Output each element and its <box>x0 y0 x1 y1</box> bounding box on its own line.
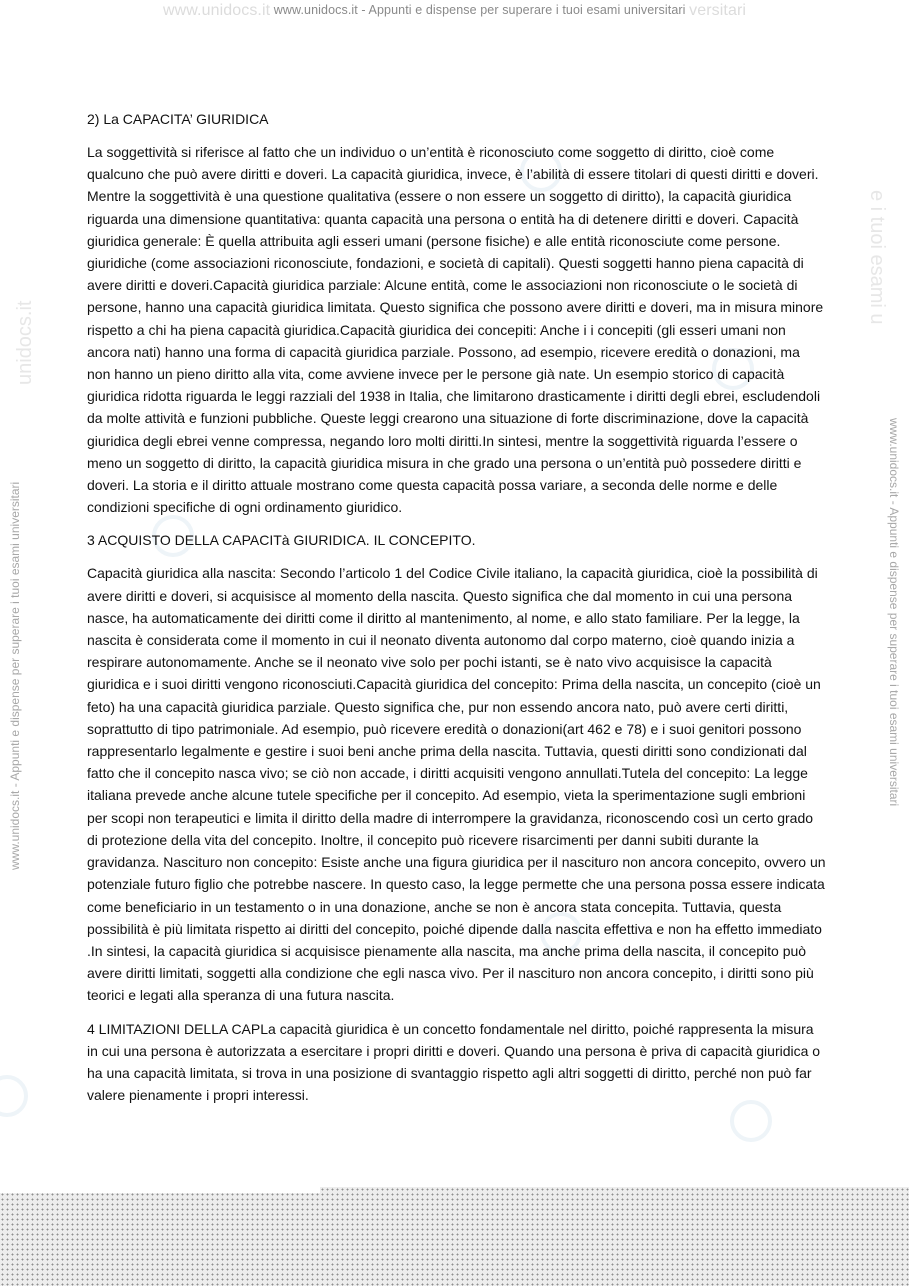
section-paragraph-limitazioni: 4 LIMITAZIONI DELLA CAPLa capacità giuridica è un concetto fondamentale nel diritto, poiché rappresenta la misura in cui una persona è autorizzata a esercitare i propri diritti e doveri. Quando una persona è priva di capacità giuridica o ha una capacità limitata, si trova in una posizione di svantaggio rispetto agli altri soggetti di diritto, perché non può far valere pienamente i propri interessi. <box>87 1020 821 1104</box>
page-blur-overlay <box>0 1187 909 1286</box>
section-heading-acquisto-capacita: 3 ACQUISTO DELLA CAPACITà GIURIDICA. IL CONCEPITO. <box>87 532 476 549</box>
section-heading-capacita-giuridica: 2) La CAPACITA’ GIURIDICA <box>87 111 269 127</box>
overlay-tab <box>0 1179 320 1193</box>
watermark-logo-icon <box>0 1075 28 1117</box>
side-watermark-left: www.unidocs.it - Appunti e dispense per superare i tuoi esami universitari <box>8 481 22 870</box>
document-body <box>87 108 827 1117</box>
section-paragraph-acquisto-capacita: Capacità giuridica alla nascita: Secondo l’articolo 1 del Codice Civile italiano, la capacità giuridica, cioè la possibilità di avere diritti e doveri, si acquisisce al momento della nascita. Questo significa che dal momento in cui una persona nasce, ha automaticamente dei diritti come il diritto al mantenimento, al nome, e allo stato familiare. Per la legge, la nascita è considerata come il momento in cui il neonato diventa autonomo dal corpo materno, cioè quando inizia a respirare autonomamente. Anche se il neonato vive solo per pochi istanti, se è nato vivo acquisisce la capacità giuridica e i suoi diritti vengono riconosciuti.Capacità giuridica del concepito: Prima della nascita, un concepito (cioè un feto) ha una capacità giuridica parziale. Questo significa che, pur non essendo ancora nato, può avere certi diritti, soprattutto di tipo patrimoniale. Ad esempio, può ricevere eredità o donazioni(art 462 e 78) e i suoi genitori possono rappresentarlo legalmente e gestire i suoi beni anche prima della nascita. Tuttavia, questi diritti sono condizionati dal fatto che il concepito nasca vivo; se ciò non accade, i diritti acquisiti vengono annullati.Tutela del concepito: La legge italiana prevede anche alcune tutele specifiche per il concepito. Ad esempio, vieta la sperimentazione sugli embrioni per scopi non terapeutici e limita il diritto della madre di interrompere la gravidanza, riconoscendo così un certo grado di protezione della vita del concepito. Inoltre, il concepito può ricevere risarcimenti per danni subiti durante la gravidanza. Nascituro non concepito: Esiste anche una figura giuridica per il nascituro non ancora concepito, ovvero un potenziale futuro figlio che potrebbe nascere. In questo caso, la legge permette che una persona possa essere indicata come beneficiario in un testamento o in una donazione, anche se non è ancora stata concepita. Tuttavia, questa possibilità è più limitata rispetto ai diritti del concepito, poiché dipende dalla nascita effettiva e non ha effetto immediato .In sintesi, la capacità giuridica si acquisisce pienamente alla nascita, ma anche prima della nascita, il concepito può avere diritti limitati, soggetti alla condizione che egli nasca vivo. Per il nascituro non ancora concepito, i diritti sono più teorici e legati alla speranza di una futura nascita. <box>87 565 826 1004</box>
header-watermark-ghost-prefix: www.unidocs.it <box>162 2 271 19</box>
side-watermark-right: www.unidocs.it - Appunti e dispense per superare i tuoi esami universitari <box>887 418 901 807</box>
ghost-watermark-right: e i tuoi esami u <box>866 190 888 325</box>
header-watermark <box>0 2 909 20</box>
header-watermark-text: www.unidocs.it - Appunti e dispense per superare i tuoi esami universitari <box>273 3 686 17</box>
header-watermark-ghost-suffix: versitari <box>689 2 747 19</box>
section-paragraph-capacita-giuridica: La soggettività si riferisce al fatto che un individuo o un’entità è riconosciuto come soggetto di diritto, cioè come qualcuno che può avere diritti e doveri. La capacità giuridica, invece, è l’abilità di essere titolari di questi diritti e doveri. Mentre la soggettività è una questione qualitativa (essere o non essere un soggetto di diritto), la capacità giuridica riguarda una dimensione quantitativa: quanta capacità una persona o entità ha di detenere diritti e doveri. Capacità giuridica generale: È quella attribuita agli esseri umani (persone fisiche) e alle entità riconosciute come persone. giuridiche (come associazioni riconosciute, fondazioni, e società di capitali). Questi soggetti hanno piena capacità di avere diritti e doveri.Capacità giuridica parziale: Alcune entità, come le associazioni non riconosciute o le società di persone, hanno una capacità giuridica limitata. Questo significa che possono avere diritti e doveri, ma in misura minore rispetto a chi ha piena capacità giuridica.Capacità giuridica dei concepiti: Anche i i concepiti (gli esseri umani non ancora nati) hanno una forma di capacità giuridica parziale. Possono, ad esempio, ricevere eredità o donazioni, ma non hanno un pieno diritto alla vita, come avviene invece per le persone già nate. Un esempio storico di capacità giuridica ridotta riguarda le leggi razziali del 1938 in Italia, che limitarono drasticamente i diritti degli ebrei, escludendoli da molte attività e funzioni pubbliche. Queste leggi crearono una situazione di forte discriminazione, dove la capacità giuridica degli ebrei venne compressa, negando loro molti diritti.In sintesi, mentre la soggettività riguarda l’essere o meno un soggetto di diritto, la capacità giuridica misura in che grado una persona o un’entità può possedere diritti e doveri. La storia e il diritto attuale mostrano come questa capacità possa variare, a seconda delle norme e delle condizioni specifiche di ogni ordinamento giuridico. <box>87 144 824 516</box>
ghost-watermark-left: unidocs.it <box>14 300 36 385</box>
